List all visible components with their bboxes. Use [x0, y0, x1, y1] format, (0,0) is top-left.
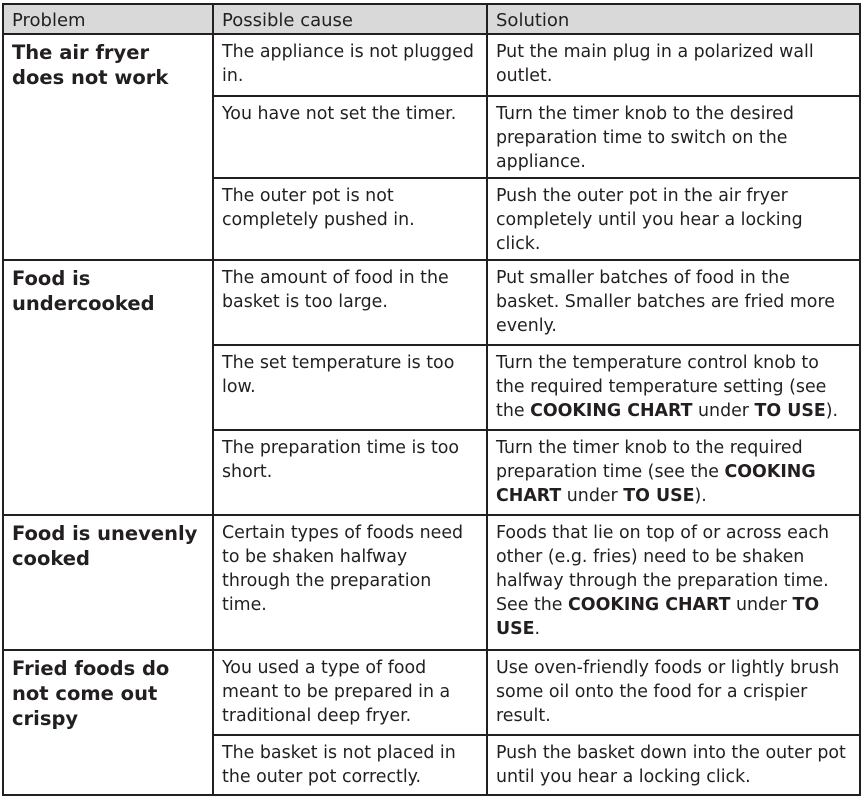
- solution-text: ).: [694, 486, 707, 506]
- problem-cell: Food is unevenly cooked: [3, 515, 213, 650]
- solution-emphasis: TO USE: [754, 401, 826, 421]
- solution-text: Turn the temperature control knob to the required temperature setting (see the: [496, 353, 827, 421]
- solution-text: Use oven-friendly foods or lightly brush some oil onto the food for a crispier result.: [496, 658, 840, 726]
- solution-cell: [487, 178, 860, 260]
- table-row: [3, 260, 860, 345]
- cause-cell: Certain types of foods need to be shaken halfway through the preparation time.: [213, 515, 487, 650]
- cause-cell: The outer pot is not completely pushed in.: [213, 178, 487, 260]
- troubleshooting-table: [2, 3, 861, 796]
- table-row: [3, 34, 860, 96]
- solution-emphasis: TO USE: [496, 595, 820, 639]
- solution-cell: [487, 735, 860, 795]
- solution-cell: [487, 260, 860, 345]
- solution-cell: [487, 650, 860, 735]
- solution-emphasis: COOKING CHART: [568, 595, 731, 615]
- solution-text: Push the outer pot in the air fryer completely until you hear a locking click.: [496, 186, 803, 254]
- table-row: [3, 650, 860, 735]
- solution-cell: [487, 430, 860, 515]
- table-row: [3, 515, 860, 650]
- solution-text: Foods that lie on top of or across each other (e.g. fries) need to be shaken halfway through the preparation time. See the: [496, 523, 830, 615]
- solution-text: ).: [825, 401, 839, 421]
- header-possible-cause: Possible cause: [213, 4, 487, 34]
- header-solution: Solution: [487, 4, 860, 34]
- cause-cell: The appliance is not plugged in.: [213, 34, 487, 96]
- solution-text: under: [730, 595, 793, 615]
- problem-cell: The air fryer does not work: [3, 34, 213, 260]
- cause-cell: The set temperature is too low.: [213, 345, 487, 430]
- cause-cell: The amount of food in the basket is too large.: [213, 260, 487, 345]
- solution-emphasis: COOKING CHART: [496, 462, 816, 506]
- solution-text: Turn the timer knob to the required preparation time (see the: [496, 438, 803, 482]
- cause-cell: The basket is not placed in the outer pot correctly.: [213, 735, 487, 795]
- cause-cell: You used a type of food meant to be prepared in a traditional deep fryer.: [213, 650, 487, 735]
- problem-cell: Fried foods do not come out crispy: [3, 650, 213, 795]
- solution-text: Push the basket down into the outer pot until you hear a locking click.: [496, 743, 846, 787]
- solution-emphasis: COOKING CHART: [530, 401, 693, 421]
- solution-text: Put the main plug in a polarized wall outlet.: [496, 42, 814, 86]
- solution-cell: [487, 515, 860, 650]
- problem-cell: Food is undercooked: [3, 260, 213, 515]
- header-problem: Problem: [3, 4, 213, 34]
- table-body: [3, 34, 860, 795]
- solution-text: Turn the timer knob to the desired preparation time to switch on the appliance.: [496, 104, 794, 172]
- header-row: [3, 4, 860, 34]
- solution-cell: [487, 96, 860, 178]
- cause-cell: The preparation time is too short.: [213, 430, 487, 515]
- solution-cell: [487, 34, 860, 96]
- cause-cell: You have not set the timer.: [213, 96, 487, 178]
- solution-text: under: [692, 401, 755, 421]
- solution-text: .: [534, 619, 541, 639]
- solution-text: under: [561, 486, 624, 506]
- solution-emphasis: TO USE: [623, 486, 695, 506]
- solution-cell: [487, 345, 860, 430]
- solution-text: Put smaller batches of food in the basket. Smaller batches are fried more evenly.: [496, 268, 835, 336]
